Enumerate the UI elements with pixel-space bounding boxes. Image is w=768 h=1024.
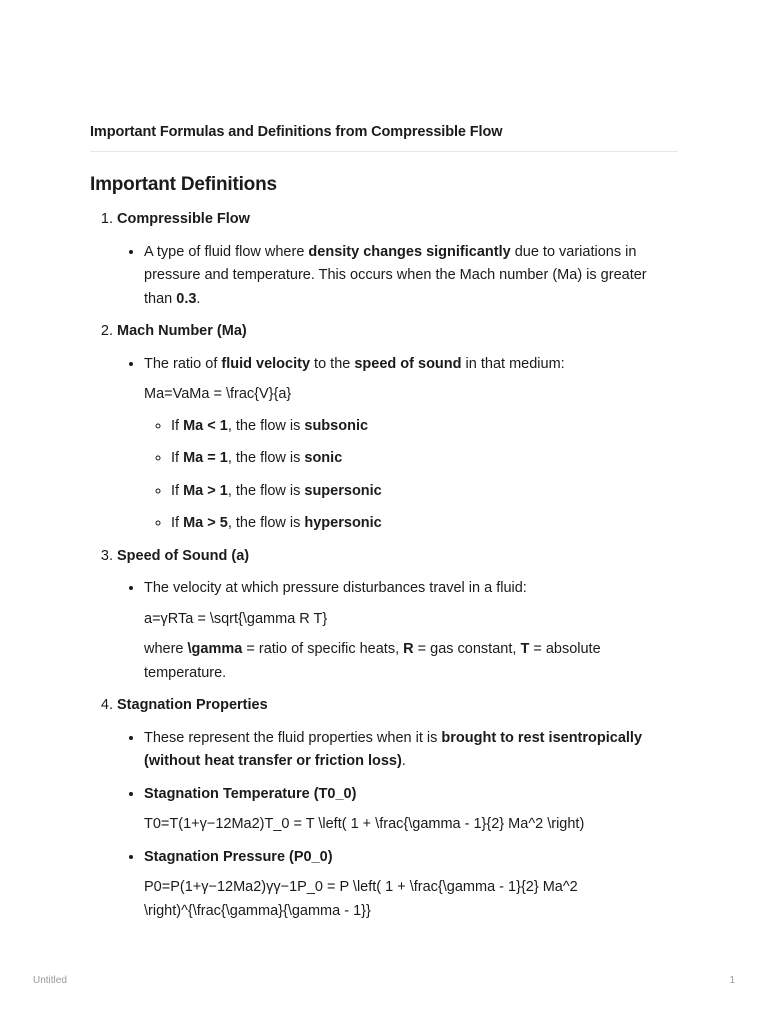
- text: = absolute temperature.: [144, 641, 601, 681]
- bullet-list: [117, 353, 678, 536]
- section-heading: Important Definitions: [90, 174, 277, 195]
- text: These represent the fluid properties when it is: [144, 729, 442, 746]
- bullet-item: [144, 727, 678, 774]
- bullet-item: [144, 846, 678, 924]
- formula: T0=T(1+γ−12Ma2)T_0 = T \left( 1 + \frac{\gamma - 1}{2} Ma^2 \right): [144, 816, 585, 832]
- definition-title: 1. Compressible Flow: [117, 211, 250, 227]
- bullet-item: [144, 577, 678, 685]
- text: = ratio of specific heats,: [242, 641, 404, 657]
- definitions-list: [90, 208, 678, 923]
- sub-bullet-item: [171, 447, 678, 471]
- bold-text: sonic: [304, 450, 343, 466]
- definition-compressible-flow: [117, 208, 678, 311]
- bold-text: Ma < 1: [183, 417, 228, 434]
- sub-bullet-item: [171, 480, 678, 504]
- text: If: [171, 515, 184, 531]
- definition-mach-number: [117, 320, 678, 536]
- definition-title: 2. Mach Number (Ma): [117, 323, 247, 339]
- bullet-list: [117, 577, 678, 685]
- text: A type of fluid flow where: [144, 243, 309, 260]
- text: The ratio of: [144, 355, 222, 372]
- text: where: [144, 641, 188, 657]
- text: = gas constant,: [413, 641, 521, 657]
- bold-text: density changes significantly: [308, 243, 511, 260]
- text: If: [171, 482, 184, 499]
- bold-text: speed of sound: [354, 355, 462, 372]
- definition-speed-of-sound: [117, 545, 678, 686]
- sub-bullet-item: [171, 512, 678, 536]
- bold-text: Ma = 1: [183, 450, 228, 466]
- bullet-item: [144, 241, 678, 312]
- text: .: [401, 753, 406, 769]
- text: If: [171, 450, 184, 466]
- formula: a=γRTa = \sqrt{\gamma R T}: [144, 610, 328, 627]
- page-number: 1: [729, 975, 735, 986]
- formula-note: [144, 638, 678, 685]
- bold-text: supersonic: [304, 482, 382, 499]
- bullet-item: [144, 353, 678, 536]
- footer-document-name: Untitled: [33, 975, 67, 986]
- sub-bullet-item: [171, 415, 678, 439]
- bold-text: Ma > 5: [183, 515, 228, 531]
- bold-text: Stagnation Temperature (T0_0): [144, 785, 357, 802]
- formula: P0=P(1+γ−12Ma2)γγ−1P_0 = P \left( 1 + \frac{\gamma - 1}{2} Ma^2 \right)^{\frac{\gamma}{\gamma - 1}}: [144, 879, 578, 919]
- text: .: [196, 290, 201, 307]
- text: , the flow is: [227, 450, 305, 466]
- sub-bullet-list: [144, 415, 678, 536]
- text: The velocity at which pressure disturbances travel in a fluid:: [144, 580, 527, 596]
- definition-title: 4. Stagnation Properties: [117, 697, 268, 713]
- bold-text: T: [520, 641, 530, 657]
- bullet-list: [117, 727, 678, 924]
- text: , the flow is: [227, 482, 305, 499]
- bold-text: subsonic: [304, 417, 369, 434]
- text: to the: [310, 355, 355, 372]
- bold-text: 0.3: [176, 290, 197, 307]
- formula: Ma=VaMa = \frac{V}{a}: [144, 386, 292, 402]
- bold-text: hypersonic: [304, 515, 382, 531]
- definitions-content: [90, 208, 678, 932]
- text: , the flow is: [227, 515, 305, 531]
- text: , the flow is: [227, 417, 305, 434]
- bold-text: brought to rest isentropically (without heat transfer or friction loss): [144, 729, 643, 769]
- definition-title: 3. Speed of Sound (a): [117, 547, 250, 564]
- bold-text: fluid velocity: [221, 355, 311, 372]
- definition-stagnation-properties: [117, 694, 678, 923]
- bullet-list: [117, 241, 678, 312]
- bold-text: Stagnation Pressure (P0_0): [144, 848, 333, 865]
- text: If: [171, 417, 184, 434]
- bold-text: R: [403, 641, 414, 657]
- bold-text: Ma > 1: [183, 482, 228, 499]
- bold-text: \gamma: [187, 641, 243, 657]
- text: in that medium:: [461, 355, 565, 372]
- bullet-item: [144, 783, 678, 837]
- text: due to variations in pressure and temperature. This occurs when the Mach number (Ma) is greater than: [144, 243, 647, 307]
- document-title: Important Formulas and Definitions from Compressible Flow: [90, 124, 678, 152]
